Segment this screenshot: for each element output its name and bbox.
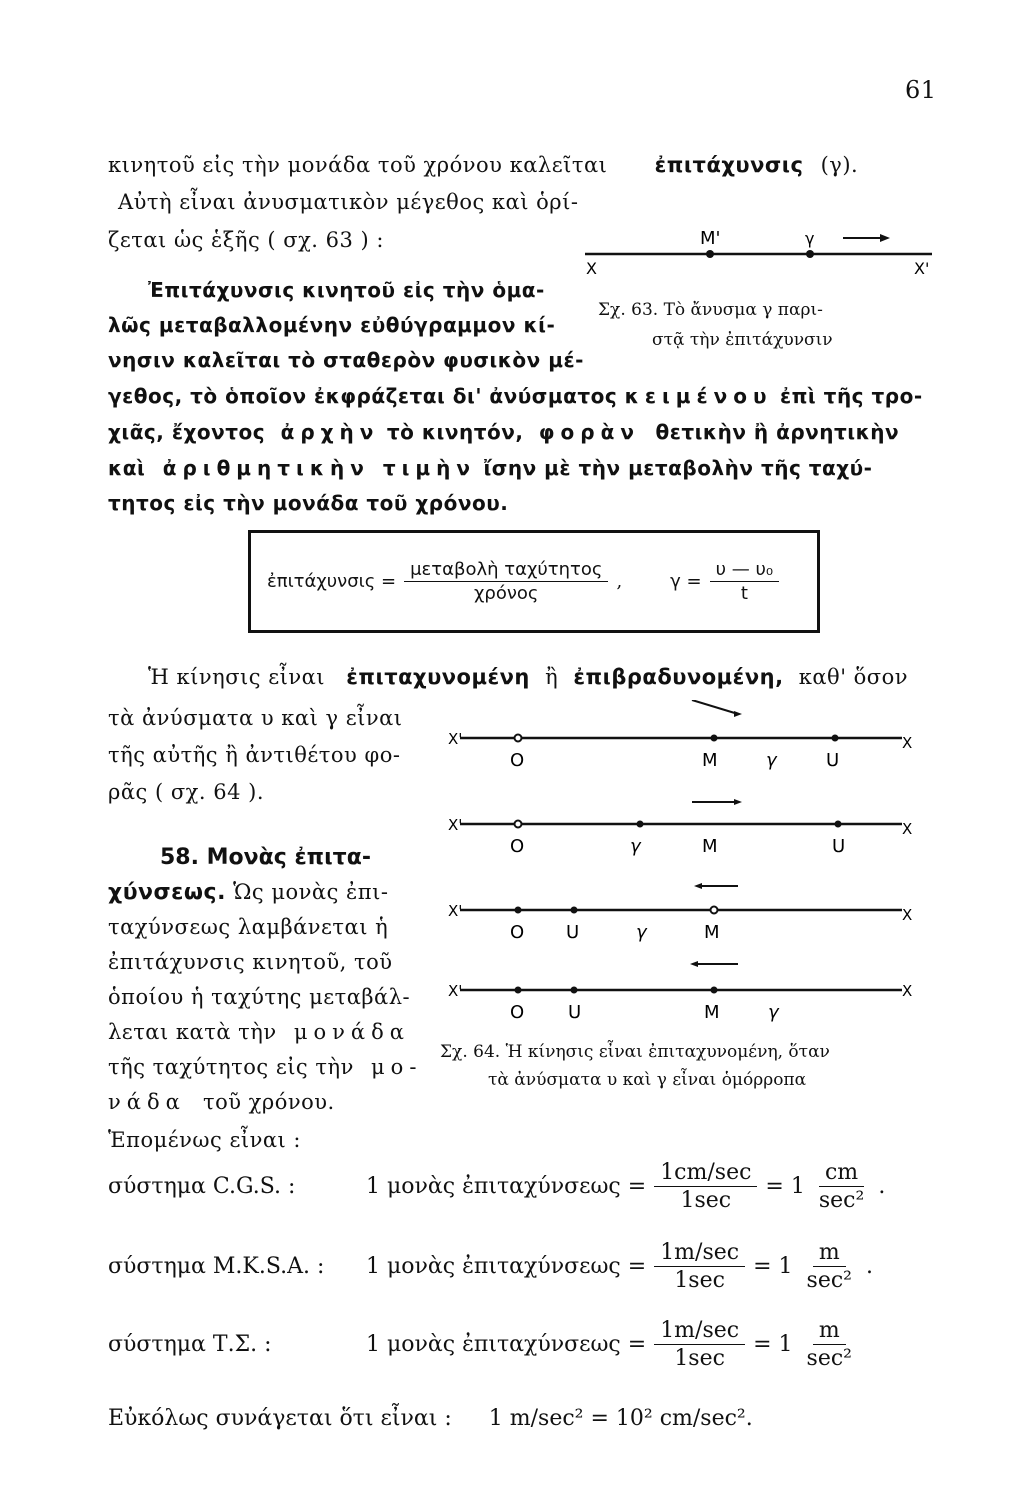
symbol-gamma: (γ). [820,153,859,177]
fig63-label-m: M' [700,228,721,249]
intro-line-3: ζεται ὡς ἑξῆς ( σχ. 63 ) : [108,228,385,252]
definition-line-5-c: τὸ κινητόν, [386,420,524,444]
fig64-row-2-label-gamma: γ [630,836,641,857]
fig64-row-2-point-o [515,821,522,828]
formula-fraction [404,559,608,604]
fig64-row-4-point-m [711,987,718,994]
definition-line-5-a: χιᾶς, ἔχοντος [108,420,266,444]
fig64-row-4-point-o [515,987,522,994]
unit-fraction-2-mksa [801,1240,858,1293]
term-decelerated: ἐπιβραδυνομένη, [573,665,784,689]
fig64-row-3-label-m: M [704,922,720,943]
motion-line-1-a: Ἡ κίνησις εἶναι [148,665,326,689]
unit-fraction-1-cgs [654,1160,757,1213]
motion-line-4: ρᾶς ( σχ. 64 ). [108,780,265,804]
term-accelerated: ἐπιταχυνομένη [346,665,530,689]
unit-den2-ts: sec² [806,1346,852,1371]
definition-line-6-a: καὶ [108,456,146,480]
unit-system-mksa: σύστημα M.K.S.A. : [108,1254,325,1279]
fig64-row-4-left: X' [448,982,463,1000]
fig64-row-3-label-gamma: γ [636,922,647,943]
fig64-row-4-label-gamma: γ [768,1002,779,1023]
fig64-row-3-point-o [515,907,522,914]
unit-fraction-1-ts [654,1318,745,1371]
unit-system-ts: σύστημα Τ.Σ. : [108,1332,272,1357]
fig64-row-1-arrow [692,700,738,714]
unit-fraction-1-mksa [654,1240,745,1293]
section-58-line-7-a: τῆς ταχύτητος εἰς τὴν [108,1055,354,1079]
definition-line-1: Ἐπιτάχυνσις κινητοῦ εἰς τὴν ὁμα- [148,278,545,302]
formula-row [267,559,779,604]
section-58-line-5: ὁποίου ἡ ταχύτης μεταβάλ- [108,985,411,1009]
motion-line-1-or: ἢ [545,665,559,689]
fig64-caption-line-1: Σχ. 64. Ἡ κίνησις εἶναι ἐπιταχυνομένη, ὅταν [440,1042,830,1062]
fig64-row-2-point-gamma [637,821,644,828]
fig63-label-x: X [586,259,597,278]
conclusion-formula: 1 m/sec² = 10² cm/sec². [488,1406,753,1431]
unit-row-cgs [108,1160,885,1213]
fig64-row-1 [448,700,912,771]
fig64-row-4 [448,961,912,1023]
section-58-line-2 [108,880,388,905]
unit-den1-cgs: 1sec [680,1188,732,1213]
definition-line-2: λῶς μεταβαλλομένην εὐθύγραμμον κί- [108,313,556,337]
formula-gamma-eq: γ = [670,571,702,592]
unit-num2-cgs: cm [819,1160,864,1187]
unit-fraction-2-ts [801,1318,858,1371]
definition-line-5 [108,420,899,444]
intro-line-1 [108,153,858,177]
definition-line-4-spaced: κειμένου [624,384,773,408]
section-58-line-8-spaced: νάδα [108,1090,186,1114]
section-58-line-2-rest: Ὡς μονὰς ἐπι- [233,880,389,904]
fig64-row-1-arrowhead [734,711,742,717]
conclusion-text: Εὐκόλως συνάγεται ὅτι εἶναι : [108,1406,452,1431]
section-58-line-4: ἐπιτάχυνσις κινητοῦ, τοῦ [108,950,393,974]
unit-end-mksa: . [865,1254,873,1279]
unit-fraction-2-cgs [813,1160,870,1213]
fig64-row-2-right: X [902,820,913,838]
fig63-label-gamma: γ [805,229,815,248]
fig64-row-2-arrowhead [734,799,742,805]
motion-line-1 [148,665,908,689]
definition-line-4-c: ἐπὶ τῆς τρο- [779,384,923,408]
fig64-row-2-label-u: U [832,836,846,857]
fig63-point-m [706,250,714,258]
definition-line-4 [108,384,923,408]
section-58-line-3: ταχύνσεως λαμβάνεται ἡ [108,915,389,939]
formula-numerator: μεταβολὴ ταχύτητος [404,559,608,582]
unit-system-cgs: σύστημα C.G.S. : [108,1174,296,1199]
fig64-row-3-label-u: U [566,922,580,943]
unit-den1-ts: 1sec [674,1346,725,1371]
formula-lhs: ἐπιτάχυνσις = [267,571,397,592]
fig64-row-2-label-o: O [510,836,525,857]
unit-den1-mksa: 1sec [674,1268,725,1293]
fig64-caption-line-2: τὰ ἀνύσματα υ καὶ γ εἶναι ὁμόρροπα [488,1070,807,1090]
fig63-label-xprime: X' [914,259,930,278]
unit-row-mksa [108,1240,873,1293]
unit-num2-ts: m [813,1318,846,1345]
fig64-row-3-right: X [902,906,913,924]
unit-lhs-ts: 1 μονὰς ἐπιταχύνσεως = [366,1332,647,1357]
formula-denominator: χρόνος [474,583,539,604]
fig64-row-3-label-o: O [510,922,525,943]
unit-eq-ts: = 1 [753,1332,793,1357]
fig64-row-4-label-m: M [704,1002,720,1023]
section-58-line-6-a: λεται κατὰ τὴν [108,1020,277,1044]
unit-eq-cgs: = 1 [765,1174,805,1199]
fig64-row-1-label-o: O [510,750,525,771]
fig64-row-3-left: X' [448,902,463,920]
section-58-line-6 [108,1020,410,1044]
formula-comma: , [616,571,623,592]
fig63-caption-line-2: στᾷ τὴν ἐπιτάχυνσιν [652,330,833,350]
fig64-row-1-right: X [902,734,913,752]
section-58-line-9: Ἑπομένως εἶναι : [108,1128,302,1152]
fig64-row-1-left: X' [448,730,463,748]
fig64-row-2-point-u [835,821,842,828]
definition-line-5-spaced-1: ἀρχὴν [280,420,380,444]
motion-line-1-e: καθ' ὅσον [798,665,909,689]
formula-box [248,530,820,633]
formula-numerator-2: υ — υ₀ [710,559,780,582]
unit-den2-cgs: sec² [818,1188,865,1213]
fig64-row-4-right: X [902,982,913,1000]
section-58-line-7 [108,1055,422,1079]
unit-num2-mksa: m [813,1240,846,1267]
unit-eq-mksa: = 1 [753,1254,793,1279]
conclusion-line [108,1406,753,1431]
formula-fraction-2 [710,559,780,604]
fig64-row-3 [448,883,912,943]
section-58-line-8 [108,1090,335,1114]
figure-63 [580,218,940,278]
fig64-row-3-point-u [571,907,578,914]
intro-line-2: Αὐτὴ εἶναι ἀνυσματικὸν μέγεθος καὶ ὁρί- [118,190,579,214]
unit-den2-mksa: sec² [806,1268,852,1293]
fig64-row-3-arrowhead [694,883,702,889]
fig63-arrowhead [880,234,890,242]
fig64-row-1-point-u [832,735,839,742]
fig64-row-3-point-m [711,907,718,914]
unit-num1-ts: 1m/sec [654,1318,745,1345]
unit-lhs-mksa: 1 μονὰς ἐπιταχύνσεως = [366,1254,647,1279]
fig64-row-4-arrowhead [690,961,698,967]
fig64-row-4-label-o: O [510,1002,525,1023]
definition-line-4-a: γεθος, τὸ ὁποῖον ἐκφράζεται δι' ἀνύσματος [108,384,618,408]
fig64-row-1-label-m: M [702,750,718,771]
definition-line-5-spaced-2: φορὰν [538,420,640,444]
term-acceleration: ἐπιτάχυνσις [654,153,804,177]
fig64-row-4-label-u: U [568,1002,582,1023]
fig64-row-2 [448,799,912,857]
unit-row-ts [108,1318,866,1371]
formula-denominator-2: t [740,583,748,604]
section-58-line-8-b: τοῦ χρόνου. [202,1090,335,1114]
definition-line-6-c: ἴσην μὲ τὴν μεταβολὴν τῆς ταχύ- [483,456,873,480]
fig64-row-1-point-o [515,735,522,742]
definition-line-5-e: θετικὴν ἢ ἀρνητικὴν [655,420,900,444]
fig64-row-1-point-m [711,735,718,742]
unit-num1-cgs: 1cm/sec [654,1160,757,1187]
section-58-heading: 58. Μονὰς ἐπιτα- [160,845,371,870]
definition-line-7: τητος εἰς τὴν μονάδα τοῦ χρόνου. [108,491,509,515]
intro-line-1-text: κινητοῦ εἰς τὴν μονάδα τοῦ χρόνου καλεῖται [108,153,608,177]
definition-line-3: νησιν καλεῖται τὸ σταθερὸν φυσικὸν μέ- [108,348,584,372]
section-58-line-6-spaced: μονάδα [293,1020,410,1044]
page-number: 61 [905,76,937,104]
unit-lhs-cgs: 1 μονὰς ἐπιταχύνσεως = [366,1174,647,1199]
fig63-caption-line-1: Σχ. 63. Τὸ ἄνυσμα γ παρι- [598,300,823,320]
fig63-point-gamma-end [806,250,814,258]
definition-line-6-spaced: ἀριθμητικὴν τιμὴν [162,456,476,480]
section-58-heading-b: χύνσεως. [108,880,226,905]
motion-line-3: τῆς αὐτῆς ἢ ἀντιθέτου φο- [108,743,401,767]
section-58-line-7-spaced: μο- [371,1055,423,1079]
fig64-row-4-point-u [571,987,578,994]
unit-end-cgs: . [878,1174,886,1199]
definition-line-6 [108,456,872,480]
figure-64 [440,700,920,1040]
fig64-row-1-label-u: U [826,750,840,771]
fig64-row-2-label-m: M [702,836,718,857]
motion-line-2: τὰ ἀνύσματα υ καὶ γ εἶναι [108,706,403,730]
fig64-row-1-label-gamma: γ [766,750,777,771]
fig64-row-2-left: X' [448,816,463,834]
unit-num1-mksa: 1m/sec [654,1240,745,1267]
